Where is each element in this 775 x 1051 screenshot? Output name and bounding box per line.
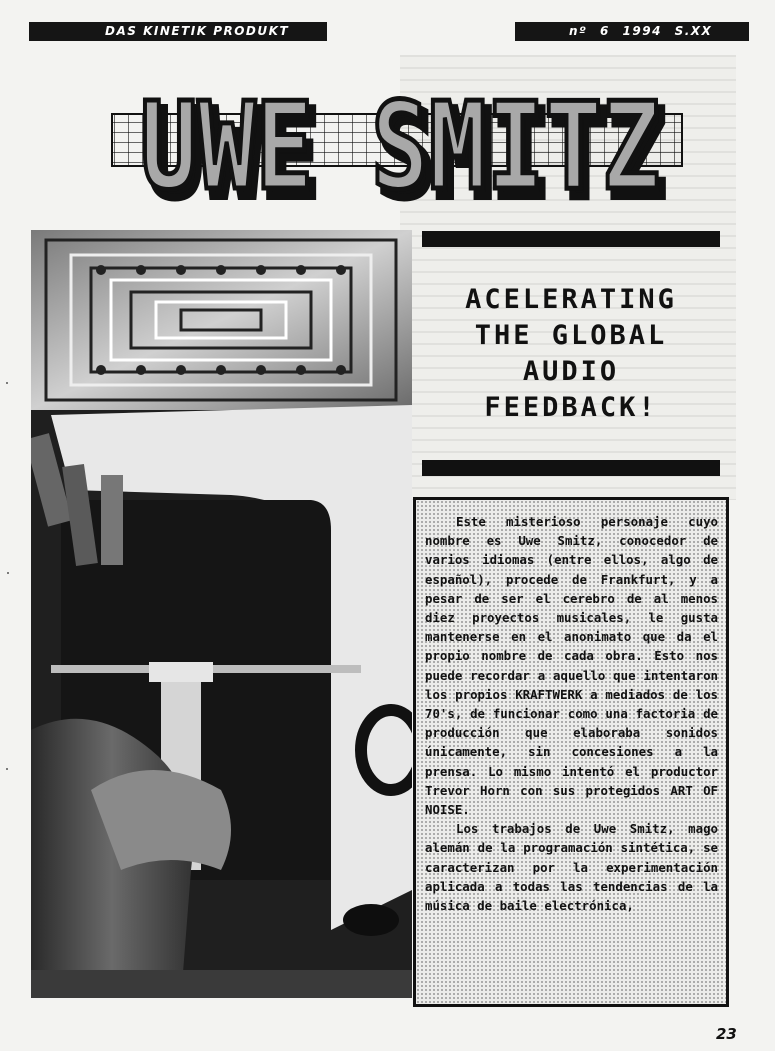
article-headline: [416, 282, 726, 426]
scan-speck: [6, 768, 8, 770]
headline-line: ACELERATING: [465, 284, 677, 315]
header-bar-left: [29, 22, 327, 41]
article-photo: [31, 230, 412, 998]
scan-speck: [7, 572, 9, 574]
page-number: 23: [716, 1025, 737, 1043]
headline-line: FEEDBACK!: [484, 392, 658, 423]
article-paragraph: Este misterioso personaje cuyo nombre es Uwe Smitz, conocedor de varios idiomas (entre ellos, algo de español), procede de Frankfurt, y a pesar de ser el cerebro de al menos diez proyectos musicales, le gusta mantenerse en el anonimato que da el propio nombre de cada obra. Esto nos puede recordar a aquello que intentaron los propios KRAFTWERK a mediados de los 70's, de funcionar como una factoria de producción que elaboraba sonidos únicamente, sin concesiones a la prensa. Lo mismo intentó el productor Trevor Horn con sus protegidos ART OF NOISE.: [425, 514, 718, 818]
article-paragraph: Los trabajos de Uwe Smitz, mago alemán de la programación sintética, se caracterizan por la experimentación aplicada a todas las tendencias de la música de baile electrónica,: [425, 821, 718, 914]
headline-rule-bottom: [422, 460, 720, 476]
magazine-name: DAS KINETIK PRODUKT: [105, 24, 290, 38]
article-text-box: [413, 497, 729, 1007]
issue-info: nº 6 1994 S.XX: [569, 24, 713, 38]
uwe-smitz-logo: [100, 62, 690, 222]
svg-text:UWE SMITZ: UWE SMITZ: [146, 86, 666, 222]
logo-lettering: UWE SMITZ: [140, 78, 660, 217]
headline-line: AUDIO: [522, 356, 620, 387]
header-bar-right: [515, 22, 749, 41]
headline-line: THE GLOBAL: [474, 320, 668, 351]
scan-speck: [6, 382, 8, 384]
headline-rule-top: [422, 231, 720, 247]
